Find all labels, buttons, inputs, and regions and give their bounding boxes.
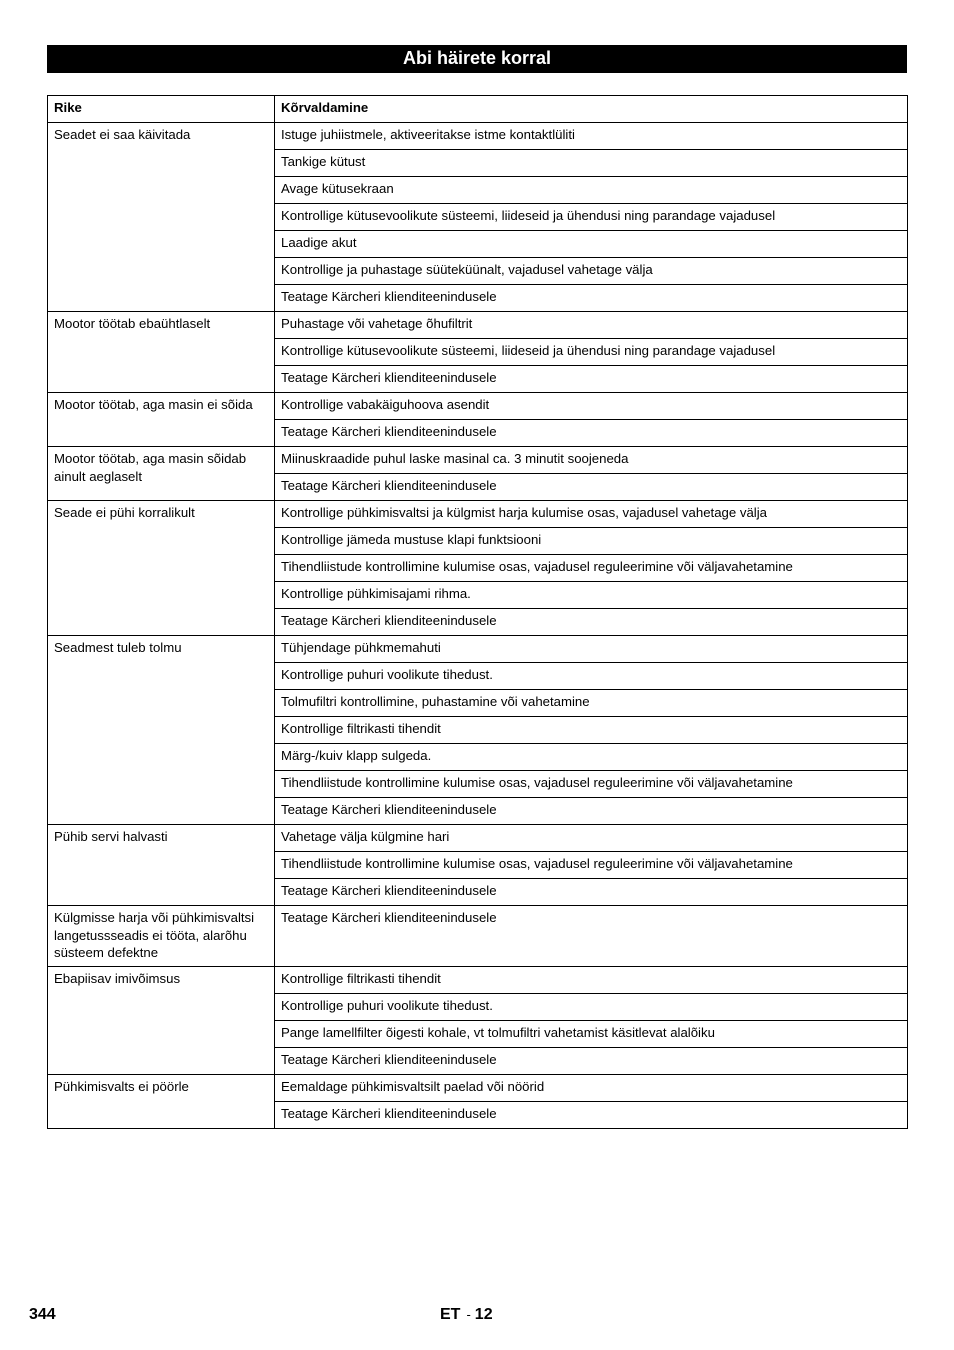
remedy-cell: Teatage Kärcheri klienditeenindusele <box>275 420 908 447</box>
remedy-cell: Kontrollige vabakäiguhoova asendit <box>275 393 908 420</box>
fault-cell: Mootor töötab, aga masin sõidab ainult aeglaselt <box>48 447 275 501</box>
fault-cell: Mootor töötab, aga masin ei sõida <box>48 393 275 447</box>
table-header-row <box>48 96 908 123</box>
fault-cell: Seade ei pühi korralikult <box>48 501 275 636</box>
column-header-fault: Rike <box>48 96 275 123</box>
remedy-cell: Tankige kütust <box>275 150 908 177</box>
fault-cell: Külgmisse harja või pühkimisvaltsi langetussseadis ei tööta, alarõhu süsteem defektne <box>48 906 275 967</box>
remedy-cell: Kontrollige ja puhastage süüteküünalt, vajadusel vahetage välja <box>275 258 908 285</box>
remedy-cell: Kontrollige filtrikasti tihendit <box>275 717 908 744</box>
table-row <box>48 906 908 967</box>
fault-cell: Pühib servi halvasti <box>48 825 275 906</box>
table-row <box>48 393 908 420</box>
fault-cell: Pühkimisvalts ei pöörle <box>48 1074 275 1128</box>
remedy-cell: Teatage Kärcheri klienditeenindusele <box>275 474 908 501</box>
table-row <box>48 636 908 663</box>
troubleshooting-table <box>47 95 908 1129</box>
fault-cell: Mootor töötab ebaühtlaselt <box>48 312 275 393</box>
table-row <box>48 825 908 852</box>
table-row <box>48 312 908 339</box>
remedy-cell: Kontrollige puhuri voolikute tihedust. <box>275 993 908 1020</box>
remedy-cell: Miinuskraadide puhul laske masinal ca. 3 minutit soojeneda <box>275 447 908 474</box>
remedy-cell: Vahetage välja külgmine hari <box>275 825 908 852</box>
remedy-cell: Kontrollige pühkimisvaltsi ja külgmist harja kulumise osas, vajadusel vahetage välja <box>275 501 908 528</box>
remedy-cell: Teatage Kärcheri klienditeenindusele <box>275 798 908 825</box>
table-row <box>48 966 908 993</box>
table-row <box>48 123 908 150</box>
remedy-cell: Teatage Kärcheri klienditeenindusele <box>275 906 908 967</box>
remedy-cell: Tihendliistude kontrollimine kulumise osas, vajadusel reguleerimine või väljavahetamine <box>275 555 908 582</box>
remedy-cell: Teatage Kärcheri klienditeenindusele <box>275 285 908 312</box>
table-row <box>48 447 908 474</box>
remedy-cell: Eemaldage pühkimisvaltsilt paelad või nöörid <box>275 1074 908 1101</box>
fault-cell: Seadmest tuleb tolmu <box>48 636 275 825</box>
remedy-cell: Tihendliistude kontrollimine kulumise osas, vajadusel reguleerimine või väljavahetamine <box>275 771 908 798</box>
remedy-cell: Kontrollige kütusevoolikute süsteemi, liideseid ja ühendusi ning parandage vajadusel <box>275 339 908 366</box>
fault-cell: Ebapiisav imivõimsus <box>48 966 275 1074</box>
language-code: ET <box>440 1306 461 1323</box>
remedy-cell: Teatage Kärcheri klienditeenindusele <box>275 1047 908 1074</box>
remedy-cell: Kontrollige jämeda mustuse klapi funktsiooni <box>275 528 908 555</box>
remedy-cell: Märg-/kuiv klapp sulgeda. <box>275 744 908 771</box>
remedy-cell: Tihendliistude kontrollimine kulumise osas, vajadusel reguleerimine või väljavahetamine <box>275 852 908 879</box>
table-row <box>48 501 908 528</box>
remedy-cell: Kontrollige kütusevoolikute süsteemi, liideseid ja ühendusi ning parandage vajadusel <box>275 204 908 231</box>
remedy-cell: Kontrollige pühkimisajami rihma. <box>275 582 908 609</box>
remedy-cell: Teatage Kärcheri klienditeenindusele <box>275 366 908 393</box>
remedy-cell: Teatage Kärcheri klienditeenindusele <box>275 879 908 906</box>
remedy-cell: Kontrollige filtrikasti tihendit <box>275 966 908 993</box>
table-body <box>48 123 908 1129</box>
footer-section-label <box>440 1306 493 1324</box>
page-number: 344 <box>29 1306 56 1323</box>
footer-separator: - <box>466 1307 471 1322</box>
remedy-cell: Kontrollige puhuri voolikute tihedust. <box>275 663 908 690</box>
remedy-cell: Teatage Kärcheri klienditeenindusele <box>275 609 908 636</box>
table-row <box>48 1074 908 1101</box>
remedy-cell: Pange lamellfilter õigesti kohale, vt tolmufiltri vahetamist käsitlevat alalõiku <box>275 1020 908 1047</box>
remedy-cell: Avage kütusekraan <box>275 177 908 204</box>
remedy-cell: Tolmufiltri kontrollimine, puhastamine või vahetamine <box>275 690 908 717</box>
fault-cell: Seadet ei saa käivitada <box>48 123 275 312</box>
remedy-cell: Puhastage või vahetage õhufiltrit <box>275 312 908 339</box>
remedy-cell: Tühjendage pühkmemahuti <box>275 636 908 663</box>
column-header-remedy: Kõrvaldamine <box>275 96 908 123</box>
remedy-cell: Laadige akut <box>275 231 908 258</box>
remedy-cell: Teatage Kärcheri klienditeenindusele <box>275 1101 908 1128</box>
remedy-cell: Istuge juhiistmele, aktiveeritakse istme kontaktlüliti <box>275 123 908 150</box>
section-page-number: 12 <box>474 1306 493 1323</box>
section-title: Abi häirete korral <box>47 45 907 73</box>
